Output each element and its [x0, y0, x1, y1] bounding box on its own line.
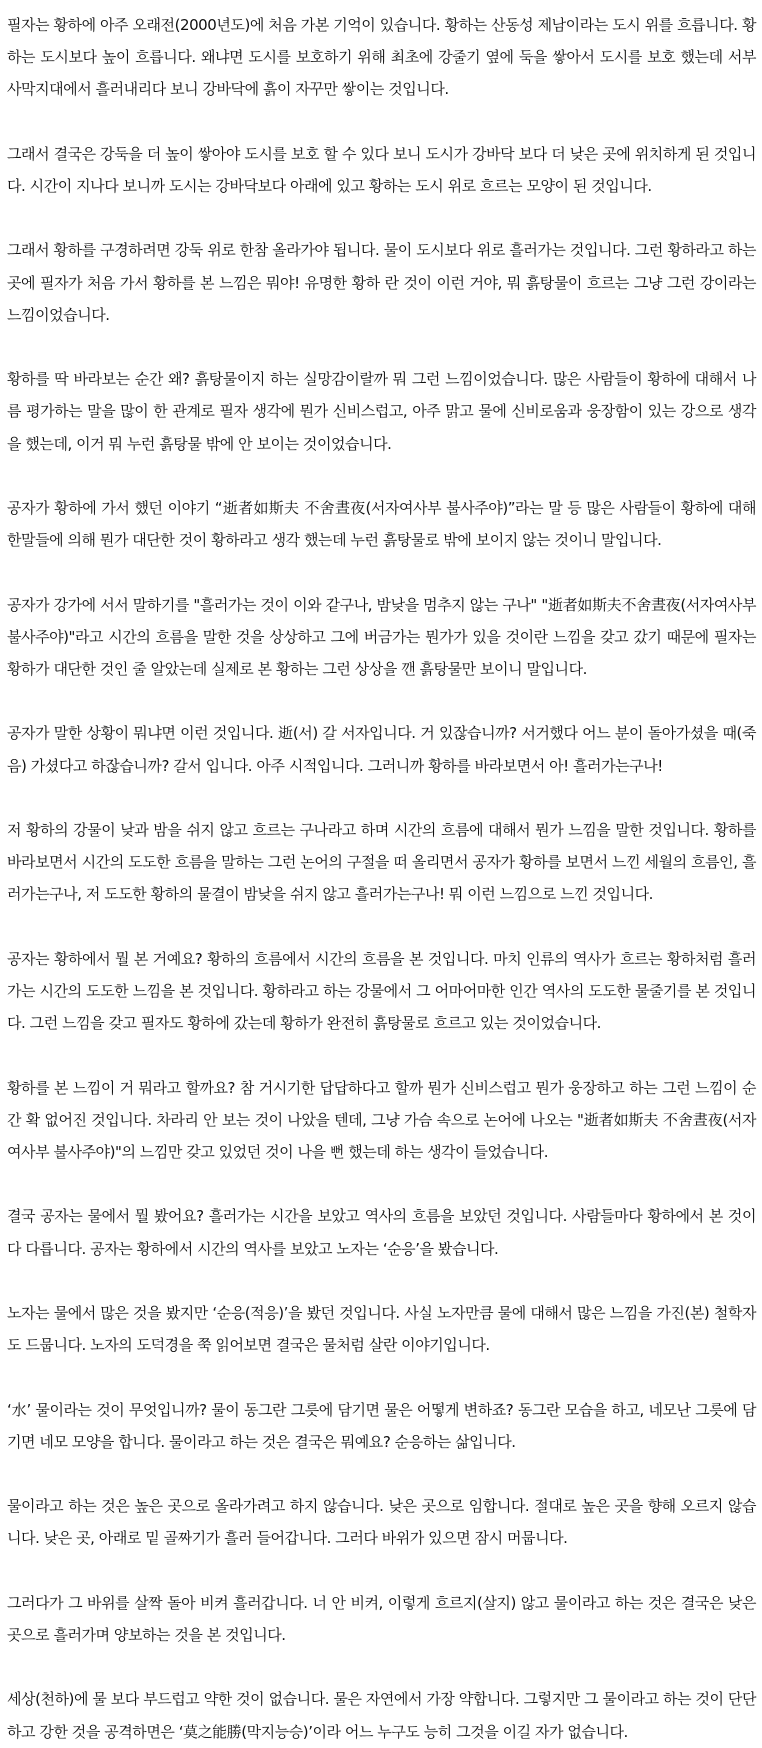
- paragraph-13: ‘水’ 물이라는 것이 무엇입니까? 물이 동그란 그릇에 담기면 물은 어떻게 변하죠? 동그란 모습을 하고, 네모난 그릇에 담기면 네모 모양을 합니다. 물이라고 하는 것은 결국은 뭐예요? 순응하는 삶입니다.: [7, 1400, 756, 1451]
- paragraph-4: 황하를 딱 바라보는 순간 왜? 흙탕물이지 하는 실망감이랄까 뭐 그런 느낌이었습니다. 많은 사람들이 황하에 대해서 나름 평가하는 말을 많이 한 관계로 필자 생각에 뭔가 신비스럽고, 아주 맑고 물에 신비로움과 웅장함이 있는 강으로 생각을 했는데, 이거 뭐 누런 흙탕물 밖에 안 보이는 것이었습니다.: [7, 370, 756, 453]
- paragraph-6: 공자가 강가에 서서 말하기를 "흘러가는 것이 이와 같구나, 밤낮을 멈추지 않는 구나" "逝者如斯夫不舍晝夜(서자여사부불사주야)"라고 시간의 흐름을 말한 것을 상상하고 그에 버금가는 뭔가가 있을 것이란 느낌을 갖고 갔기 때문에 필자는 황하가 대단한 것인 줄 알았는데 실제로 본 황하는 그런 상상을 깬 흙탕물만 보이니 말입니다.: [7, 595, 756, 678]
- paragraph-15: 그러다가 그 바위를 살짝 돌아 비켜 흘러갑니다. 너 안 비켜, 이렇게 흐르지(살지) 않고 물이라고 하는 것은 결국은 낮은 곳으로 흘러가며 양보하는 것을 본 것입니다.: [7, 1593, 756, 1644]
- paragraph-2: 그래서 결국은 강둑을 더 높이 쌓아야 도시를 보호 할 수 있다 보니 도시가 강바닥 보다 더 낮은 곳에 위치하게 된 것입니다. 시간이 지나다 보니까 도시는 강바닥보다 아래에 있고 황하는 도시 위로 흐르는 모양이 된 것입니다.: [7, 144, 756, 195]
- paragraph-12: 노자는 물에서 많은 것을 봤지만 ‘순응(적응)’을 봤던 것입니다. 사실 노자만큼 물에 대해서 많은 느낌을 가진(본) 철학자도 드뭅니다. 노자의 도덕경을 쭉 읽어보면 결국은 물처럼 살란 이야기입니다.: [7, 1303, 756, 1355]
- paragraph-5: 공자가 황하에 가서 했던 이야기 “逝者如斯夫 不舍晝夜(서자여사부 불사주야)”라는 말 등 많은 사람들이 황하에 대해 한말들에 의해 뭔가 대단한 것이 황하라고 생각 했는데 누런 흙탕물로 밖에 보이지 않는 것이니 말입니다.: [7, 498, 757, 550]
- paragraph-11: 결국 공자는 물에서 뭘 봤어요? 흘러가는 시간을 보았고 역사의 흐름을 보았던 것입니다. 사람들마다 황하에서 본 것이 다 다릅니다. 공자는 황하에서 시간의 역사를 보았고 노자는 ‘순응’을 봤습니다.: [7, 1207, 756, 1258]
- paragraph-8: 저 황하의 강물이 낮과 밤을 쉬지 않고 흐르는 구나라고 하며 시간의 흐름에 대해서 뭔가 느낌을 말한 것입니다. 황하를 바라보면서 시간의 도도한 흐름을 말하는 그런 논어의 구절을 떠 올리면서 공자가 황하를 보면서 느낀 세월의 흐름인, 흘러가는구나, 저 도도한 황하의 물결이 밤낮을 쉬지 않고 흘러가는구나! 뭐 이런 느낌으로 느낀 것입니다.: [7, 820, 756, 904]
- paragraph-3: 그래서 황하를 구경하려면 강둑 위로 한참 올라가야 됩니다. 물이 도시보다 위로 흘러가는 것입니다. 그런 황하라고 하는 곳에 필자가 처음 가서 황하를 본 느낌은 뭐야! 유명한 황하 란 것이 이런 거야, 뭐 흙탕물이 흐르는 그냥 그런 강이라는 느낌이었습니다.: [7, 241, 756, 324]
- paragraph-14: 물이라고 하는 것은 높은 곳으로 올라가려고 하지 않습니다. 낮은 곳으로 임합니다. 절대로 높은 곳을 향해 오르지 않습니다. 낮은 곳, 아래로 밑 골짜기가 흘러 들어갑니다. 그러다 바위가 있으면 잠시 머뭅니다.: [7, 1497, 756, 1548]
- paragraph-10: 황하를 본 느낌이 거 뭐라고 할까요? 참 거시기한 답답하다고 할까 뭔가 신비스럽고 뭔가 웅장하고 하는 그런 느낌이 순간 확 없어진 것입니다. 차라리 안 보는 것이 나았을 텐데, 그냥 가슴 속으로 논어에 나오는 "逝者如斯夫 不舍晝夜(서자여사부 불사주야)"의 느낌만 갖고 있었던 것이 나을 뻔 했는데 하는 생각이 들었습니다.: [7, 1078, 756, 1161]
- paragraph-9: 공자는 황하에서 뭘 본 거예요? 황하의 흐름에서 시간의 흐름을 본 것입니다. 마치 인류의 역사가 흐르는 황하처럼 흘러가는 시간의 도도한 느낌을 본 것입니다. 황하라고 하는 강물에서 그 어마어마한 인간 역사의 도도한 물줄기를 본 것입니다. 그런 느낌을 갖고 필자도 황하에 갔는데 황하가 완전히 흙탕물로 흐르고 있는 것이었습니다.: [7, 949, 756, 1033]
- paragraph-16: 세상(천하)에 물 보다 부드럽고 약한 것이 없습니다. 물은 자연에서 가장 약합니다. 그렇지만 그 물이라고 하는 것이 단단하고 강한 것을 공격하면은 ‘莫之能勝(막지능승)’이라 어느 누구도 능히 그것을 이길 자가 없습니다.: [7, 1690, 756, 1741]
- paragraph-1: 필자는 황하에 아주 오래전(2000년도)에 처음 가본 기억이 있습니다. 황하는 산동성 제남이라는 도시 위를 흐릅니다. 황하는 도시보다 높이 흐릅니다. 왜냐면 도시를 보호하기 위해 최초에 강줄기 옆에 둑을 쌓아서 도시를 보호 했는데 서부 사막지대에서 흘러내리다 보니 강바닥에 흙이 자꾸만 쌓이는 것입니다.: [7, 16, 756, 99]
- paragraph-7: 공자가 말한 상황이 뭐냐면 이런 것입니다. 逝(서) 갈 서자입니다. 거 있잖습니까? 서거했다 어느 분이 돌아가셨을 때(죽음) 가셨다고 하잖습니까? 갈서 입니다. 아주 시적입니다. 그러니까 황하를 바라보면서 아! 흘러가는구나!: [7, 724, 756, 775]
